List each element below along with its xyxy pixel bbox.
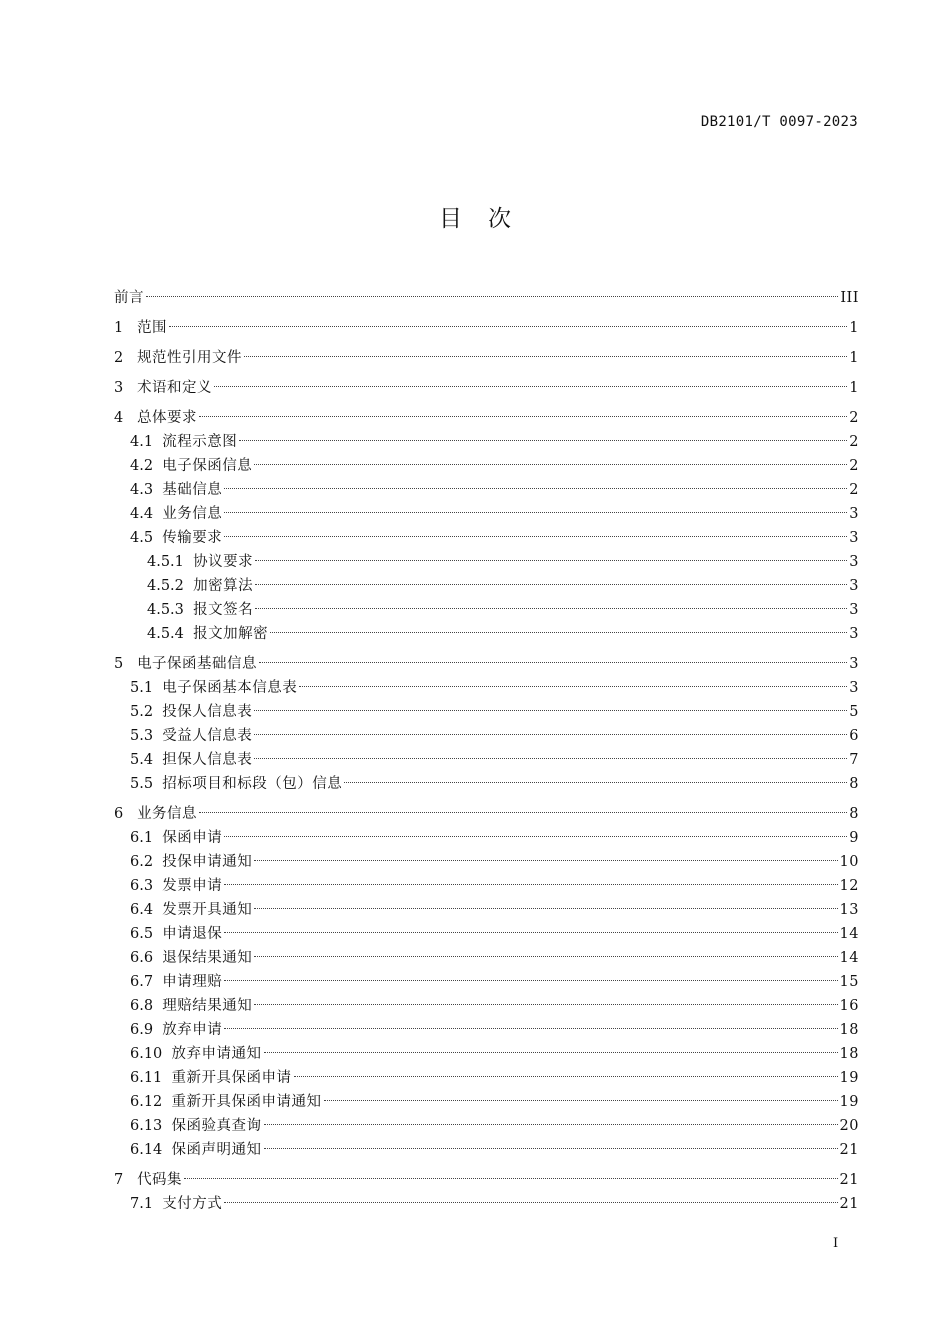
toc-entry-number: 5: [114, 656, 124, 672]
toc-entry[interactable]: [114, 1192, 859, 1216]
toc-entry-page: 13: [839, 902, 859, 918]
toc-entry-number: 6.14: [130, 1142, 163, 1158]
toc-entry-page: 14: [839, 926, 859, 942]
toc-entry-number: 5.3: [130, 728, 154, 744]
toc-entry-number: 4.5.2: [147, 578, 184, 594]
toc-entry-number: 7: [114, 1172, 124, 1188]
toc-entry-number: 6.11: [130, 1070, 163, 1086]
toc-entry[interactable]: [114, 1138, 859, 1162]
toc-entry[interactable]: [114, 748, 859, 772]
toc-entry-label: 保函申请: [162, 830, 223, 846]
toc-entry-page: 9: [849, 830, 859, 846]
toc-entry[interactable]: [114, 898, 859, 922]
toc-entry-number: 4.5.3: [147, 602, 184, 618]
toc-leader: [254, 757, 847, 759]
toc-entry-label: 业务信息: [162, 506, 223, 522]
toc-entry[interactable]: [114, 454, 859, 478]
toc-entry-label: 保函声明通知: [171, 1142, 262, 1158]
toc-leader: [224, 835, 847, 837]
toc-entry-label: 申请退保: [162, 926, 223, 942]
toc-leader: [224, 487, 847, 489]
toc-entry-page: 2: [849, 410, 859, 426]
toc-entry-page: 21: [839, 1196, 859, 1212]
toc-entry[interactable]: [114, 550, 859, 574]
toc-leader: [254, 463, 847, 465]
toc-entry-page: 10: [839, 854, 859, 870]
toc-leader: [214, 385, 847, 387]
toc-entry[interactable]: [114, 502, 859, 526]
toc-leader: [255, 559, 847, 561]
toc-entry-page: 12: [839, 878, 859, 894]
toc-entry-label: 报文签名: [193, 602, 254, 618]
toc-entry[interactable]: [114, 574, 859, 598]
toc-entry-page: 5: [849, 704, 859, 720]
toc-entry[interactable]: [114, 1090, 859, 1114]
toc-leader: [199, 811, 847, 813]
toc-leader: [264, 1147, 838, 1149]
toc-leader: [324, 1099, 838, 1101]
toc-entry-label: 理赔结果通知: [162, 998, 253, 1014]
toc-entry-number: 5.2: [130, 704, 154, 720]
toc-entry-label: 总体要求: [137, 410, 198, 426]
toc-entry-label: 投保人信息表: [162, 704, 253, 720]
toc-entry-label: 放弃申请通知: [171, 1046, 262, 1062]
toc-entry-page: 14: [839, 950, 859, 966]
toc-entry-label: 术语和定义: [137, 380, 213, 396]
toc-entry-number: 6.10: [130, 1046, 163, 1062]
toc-leader: [239, 439, 847, 441]
toc-entry-number: 5.4: [130, 752, 154, 768]
toc-entry-page: 3: [849, 578, 859, 594]
table-of-contents: [114, 286, 859, 1216]
toc-entry-label: 放弃申请: [162, 1022, 223, 1038]
toc-entry[interactable]: [114, 802, 859, 826]
toc-leader: [299, 685, 847, 687]
toc-entry-page: 3: [849, 602, 859, 618]
toc-entry-label: 申请理赔: [162, 974, 223, 990]
toc-entry-number: 4.5: [130, 530, 154, 546]
toc-entry-page: 3: [849, 506, 859, 522]
toc-entry-label: 传输要求: [162, 530, 223, 546]
toc-entry-number: 6.3: [130, 878, 154, 894]
toc-entry[interactable]: [114, 478, 859, 502]
toc-entry-number: 6.8: [130, 998, 154, 1014]
toc-leader: [344, 781, 847, 783]
toc-leader: [254, 709, 847, 711]
toc-entry-label: 支付方式: [162, 1196, 223, 1212]
toc-leader: [224, 979, 837, 981]
toc-leader: [255, 607, 847, 609]
toc-entry-page: 3: [849, 530, 859, 546]
toc-entry-page: 21: [839, 1172, 859, 1188]
toc-leader: [259, 661, 847, 663]
doc-code: DB2101/T 0097-2023: [700, 114, 858, 130]
toc-leader: [254, 733, 847, 735]
toc-entry-page: 8: [849, 776, 859, 792]
toc-leader: [224, 535, 847, 537]
toc-entry-page: 6: [849, 728, 859, 744]
toc-entry-number: 2: [114, 350, 124, 366]
toc-entry-number: 7.1: [130, 1196, 154, 1212]
toc-entry-page: 3: [849, 554, 859, 570]
toc-leader: [270, 631, 847, 633]
toc-entry[interactable]: [114, 430, 859, 454]
toc-entry-page: 21: [839, 1142, 859, 1158]
toc-entry-page: 18: [839, 1046, 859, 1062]
toc-leader: [199, 415, 847, 417]
toc-entry-label: 加密算法: [193, 578, 254, 594]
toc-entry-label: 规范性引用文件: [137, 350, 243, 366]
page-title: 目次: [439, 206, 537, 232]
toc-entry-page: 1: [849, 320, 859, 336]
toc-entry-number: 6.7: [130, 974, 154, 990]
toc-entry[interactable]: [114, 1114, 859, 1138]
toc-entry-number: 4.3: [130, 482, 154, 498]
toc-entry-number: 4: [114, 410, 124, 426]
toc-entry[interactable]: [114, 724, 859, 748]
toc-entry-page: 15: [839, 974, 859, 990]
toc-entry[interactable]: [114, 826, 859, 850]
toc-entry-page: 16: [839, 998, 859, 1014]
toc-entry-number: 4.5.4: [147, 626, 184, 642]
toc-entry-number: 5.1: [130, 680, 154, 696]
toc-entry[interactable]: [114, 946, 859, 970]
toc-entry-label: 代码集: [137, 1172, 183, 1188]
toc-entry-number: 1: [114, 320, 124, 336]
toc-entry-label: 重新开具保函申请通知: [171, 1094, 322, 1110]
toc-entry-label: 前言: [114, 290, 144, 306]
toc-entry[interactable]: [114, 1042, 859, 1066]
toc-leader: [294, 1075, 838, 1077]
toc-entry-page: 2: [849, 434, 859, 450]
toc-entry-page: 2: [849, 458, 859, 474]
toc-entry-number: 5.5: [130, 776, 154, 792]
toc-entry[interactable]: [114, 772, 859, 796]
toc-entry-label: 发票申请: [162, 878, 223, 894]
toc-leader: [254, 859, 837, 861]
toc-leader: [224, 883, 837, 885]
toc-entry-page: 1: [849, 350, 859, 366]
toc-entry-page: 2: [849, 482, 859, 498]
toc-entry-label: 范围: [137, 320, 168, 336]
toc-entry-label: 业务信息: [137, 806, 198, 822]
toc-entry-label: 电子保函基本信息表: [162, 680, 298, 696]
toc-entry-page: 18: [839, 1022, 859, 1038]
toc-leader: [244, 355, 847, 357]
toc-leader: [224, 931, 837, 933]
toc-leader: [264, 1051, 838, 1053]
toc-entry[interactable]: [114, 1168, 859, 1192]
toc-entry-label: 担保人信息表: [162, 752, 253, 768]
toc-entry[interactable]: [114, 1066, 859, 1090]
toc-entry-label: 退保结果通知: [162, 950, 253, 966]
toc-leader: [146, 295, 838, 297]
toc-entry-page: 20: [839, 1118, 859, 1134]
toc-leader: [184, 1177, 837, 1179]
toc-leader: [254, 1003, 837, 1005]
toc-entry-page: 19: [839, 1094, 859, 1110]
toc-leader: [169, 325, 847, 327]
toc-entry-label: 受益人信息表: [162, 728, 253, 744]
toc-leader: [254, 907, 837, 909]
toc-entry-page: 1: [849, 380, 859, 396]
toc-entry[interactable]: [114, 286, 859, 310]
toc-entry[interactable]: [114, 406, 859, 430]
toc-entry[interactable]: [114, 622, 859, 646]
toc-entry-page: 3: [849, 626, 859, 642]
toc-leader: [255, 583, 847, 585]
toc-leader: [224, 1027, 837, 1029]
toc-entry-number: 4.2: [130, 458, 154, 474]
toc-entry[interactable]: [114, 922, 859, 946]
toc-entry[interactable]: [114, 526, 859, 550]
toc-entry-label: 协议要求: [193, 554, 254, 570]
toc-entry[interactable]: [114, 994, 859, 1018]
toc-entry-label: 保函验真查询: [171, 1118, 262, 1134]
toc-entry[interactable]: [114, 850, 859, 874]
toc-leader: [224, 511, 847, 513]
toc-entry[interactable]: [114, 376, 859, 400]
page-number: I: [833, 1236, 839, 1251]
toc-entry-number: 6.5: [130, 926, 154, 942]
toc-leader: [224, 1201, 837, 1203]
toc-entry-number: 6.9: [130, 1022, 154, 1038]
toc-entry-number: 6.13: [130, 1118, 163, 1134]
toc-entry-label: 报文加解密: [193, 626, 269, 642]
toc-entry-page: 3: [849, 680, 859, 696]
toc-entry-label: 投保申请通知: [162, 854, 253, 870]
toc-entry[interactable]: [114, 700, 859, 724]
toc-entry-page: 7: [849, 752, 859, 768]
toc-entry-label: 重新开具保函申请: [171, 1070, 292, 1086]
toc-entry-number: 4.4: [130, 506, 154, 522]
toc-entry[interactable]: [114, 1018, 859, 1042]
toc-entry-number: 6.6: [130, 950, 154, 966]
toc-entry-number: 6.12: [130, 1094, 163, 1110]
toc-entry-label: 电子保函基础信息: [137, 656, 258, 672]
toc-entry-label: 电子保函信息: [162, 458, 253, 474]
toc-entry[interactable]: [114, 598, 859, 622]
toc-entry-number: 4.1: [130, 434, 154, 450]
toc-entry-page: 3: [849, 656, 859, 672]
toc-entry-number: 6.4: [130, 902, 154, 918]
toc-entry-label: 招标项目和标段（包）信息: [162, 776, 343, 792]
toc-entry-page: 8: [849, 806, 859, 822]
toc-entry-page: III: [840, 290, 859, 306]
toc-entry[interactable]: [114, 970, 859, 994]
toc-leader: [264, 1123, 838, 1125]
toc-leader: [254, 955, 837, 957]
toc-entry-label: 发票开具通知: [162, 902, 253, 918]
toc-entry-label: 流程示意图: [162, 434, 238, 450]
toc-entry[interactable]: [114, 652, 859, 676]
toc-entry[interactable]: [114, 316, 859, 340]
toc-entry-number: 4.5.1: [147, 554, 184, 570]
toc-entry[interactable]: [114, 874, 859, 898]
toc-entry-number: 6: [114, 806, 124, 822]
toc-entry-label: 基础信息: [162, 482, 223, 498]
toc-entry-number: 6.2: [130, 854, 154, 870]
toc-entry[interactable]: [114, 346, 859, 370]
toc-entry-number: 6.1: [130, 830, 154, 846]
toc-entry-page: 19: [839, 1070, 859, 1086]
toc-entry[interactable]: [114, 676, 859, 700]
toc-entry-number: 3: [114, 380, 124, 396]
